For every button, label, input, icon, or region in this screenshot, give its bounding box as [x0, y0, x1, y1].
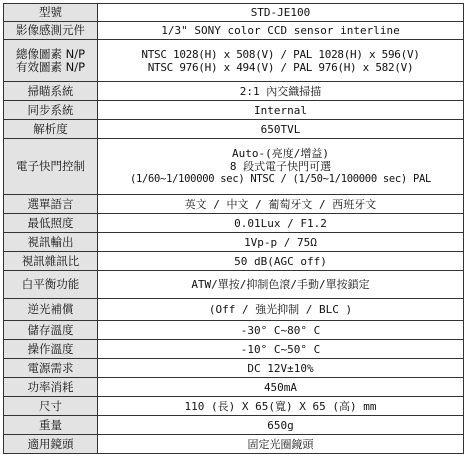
- pixels-label: [4, 40, 98, 82]
- blc-value: (Off / 強光抑制 / BLC ): [98, 299, 464, 321]
- row-power: [4, 359, 464, 378]
- row-lens: [4, 435, 464, 454]
- row-sync: [4, 101, 464, 120]
- row-snr: [4, 252, 464, 271]
- language-label: 選單語言: [4, 195, 98, 214]
- dimensions-label: 尺寸: [4, 397, 98, 416]
- storage-temp-value: -30° C~80° C: [98, 321, 464, 340]
- storage-temp-label: 儲存溫度: [4, 321, 98, 340]
- video-output-value: 1Vp-p / 75Ω: [98, 233, 464, 252]
- spec-sheet: [3, 3, 463, 454]
- row-sensor: [4, 22, 464, 40]
- sensor-label: 影像感測元件: [4, 22, 98, 40]
- shutter-line-3: (1/60~1/100000 sec) NTSC / (1/50~1/100000 sec) PAL: [129, 173, 432, 185]
- operating-temp-value: -10° C~50° C: [98, 340, 464, 359]
- row-dimensions: [4, 397, 464, 416]
- row-shutter: [4, 139, 464, 195]
- min-illumination-label: 最低照度: [4, 214, 98, 233]
- weight-value: 650g: [98, 416, 464, 435]
- model-label: 型號: [4, 4, 98, 22]
- pixels-effective-label: 有效圖素 N/P: [15, 59, 86, 74]
- row-blc: [4, 299, 464, 321]
- white-balance-label: 白平衡功能: [4, 271, 98, 299]
- row-operating-temp: [4, 340, 464, 359]
- min-illumination-value: 0.01Lux / F1.2: [98, 214, 464, 233]
- white-balance-value: ATW/單按/抑制色滾/手動/單按鎖定: [98, 271, 464, 299]
- pixels-total-label: 總像圖素 N/P: [15, 46, 86, 61]
- row-pixels: [4, 40, 464, 82]
- snr-value: 50 dB(AGC off): [98, 252, 464, 271]
- row-white-balance: [4, 271, 464, 299]
- sync-value: Internal: [98, 101, 464, 120]
- blc-label: 逆光補償: [4, 299, 98, 321]
- resolution-label: 解析度: [4, 120, 98, 139]
- lens-label: 適用鏡頭: [4, 435, 98, 454]
- pixels-total-value: NTSC 1028(H) x 508(V) / PAL 1028(H) x 596(V): [141, 47, 420, 61]
- scanning-label: 掃瞄系統: [4, 82, 98, 101]
- snr-label: 視訊雜訊比: [4, 252, 98, 271]
- sync-label: 同步系統: [4, 101, 98, 120]
- row-weight: [4, 416, 464, 435]
- consumption-value: 450mA: [98, 378, 464, 397]
- row-consumption: [4, 378, 464, 397]
- video-output-label: 視訊輸出: [4, 233, 98, 252]
- sensor-value: 1/3" SONY color CCD sensor interline: [98, 22, 464, 40]
- pixels-value: [98, 40, 464, 82]
- shutter-line-1: Auto-(亮度/增益): [232, 147, 329, 160]
- lens-value: 固定光圈鏡頭: [98, 435, 464, 454]
- consumption-label: 功率消耗: [4, 378, 98, 397]
- scanning-value: 2:1 內交織掃描: [98, 82, 464, 101]
- power-value: DC 12V±10%: [98, 359, 464, 378]
- operating-temp-label: 操作溫度: [4, 340, 98, 359]
- row-language: [4, 195, 464, 214]
- shutter-label: 電子快門控制: [4, 139, 98, 195]
- row-model: [4, 4, 464, 22]
- row-storage-temp: [4, 321, 464, 340]
- pixels-effective-value: NTSC 976(H) x 494(V) / PAL 976(H) x 582(V): [147, 60, 414, 74]
- shutter-value: [98, 139, 464, 195]
- language-value: 英文 / 中文 / 葡萄牙文 / 西班牙文: [98, 195, 464, 214]
- row-video-output: [4, 233, 464, 252]
- power-label: 電源需求: [4, 359, 98, 378]
- weight-label: 重量: [4, 416, 98, 435]
- shutter-line-2: 8 段式電子快門可選: [229, 160, 332, 173]
- model-value: STD-JE100: [98, 4, 464, 22]
- dimensions-value: 110 (長) X 65(寬) X 65 (高) mm: [98, 397, 464, 416]
- row-scanning: [4, 82, 464, 101]
- resolution-value: 650TVL: [98, 120, 464, 139]
- spec-table: [3, 3, 464, 454]
- row-min-illumination: [4, 214, 464, 233]
- row-resolution: [4, 120, 464, 139]
